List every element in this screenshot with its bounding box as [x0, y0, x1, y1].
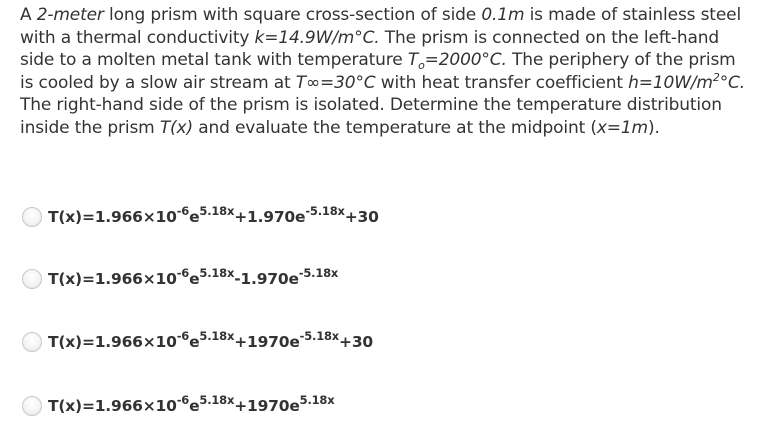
question-fragment: =2000°C.	[424, 50, 507, 70]
radio-button[interactable]	[22, 332, 42, 352]
question-fragment: k=14.9W/m°C.	[254, 27, 380, 48]
question-fragment: ).	[647, 117, 660, 138]
question-fragment: x=1m	[596, 117, 648, 138]
question-fragment: 2	[712, 70, 720, 84]
question-fragment: The periphery of the prism is cooled by a slow air stream at	[20, 50, 736, 93]
question-fragment: h=10W/m	[628, 72, 713, 93]
answer-option-3[interactable]	[22, 328, 373, 356]
question-fragment: °C.	[719, 72, 746, 93]
question-fragment: is made of stainless steel with a thermal conductivity	[20, 5, 742, 48]
option-formula: $T(x)=1.966\times 10^{-6}e^{5.18x}+1970e^{5.18x}$	[48, 393, 335, 415]
radio-button[interactable]	[22, 207, 42, 227]
question-fragment: A	[20, 5, 37, 25]
question-fragment: 2-meter	[36, 5, 104, 25]
radio-button[interactable]	[22, 396, 42, 416]
answer-option-2[interactable]	[22, 265, 338, 293]
question-fragment: with heat transfer coefficient	[375, 72, 629, 93]
question-fragment: o	[418, 59, 425, 72]
question-fragment: The prism is connected on the left-hand side to a molten metal tank with temperature	[20, 27, 720, 70]
question-fragment: T(x)	[159, 117, 193, 138]
option-formula: $T(x)=1.966\times 10^{-6}e^{5.18x}+1970e^{-5.18x}+30$	[48, 329, 373, 351]
option-formula: $T(x)=1.966\times 10^{-6}e^{5.18x}+1.970e^{-5.18x}+30$	[48, 204, 379, 226]
question-text	[20, 4, 750, 139]
question-fragment: and evaluate the temperature at the midpoint (	[192, 117, 597, 138]
question-fragment: long prism with square cross-section of side	[103, 5, 482, 25]
question-fragment: The right-hand side of the prism is isolated. Determine the temperature distribution inside the prism	[20, 95, 722, 138]
option-formula: $T(x)=1.966\times 10^{-6}e^{5.18x}-1.970e^{-5.18x}$	[48, 266, 339, 288]
answer-option-4[interactable]	[22, 392, 334, 420]
answer-option-1[interactable]	[22, 203, 379, 231]
question-fragment: T	[407, 50, 419, 70]
question-fragment: T∞=30°C	[295, 72, 376, 93]
radio-button[interactable]	[22, 269, 42, 289]
question-fragment: 0.1m	[481, 5, 525, 25]
